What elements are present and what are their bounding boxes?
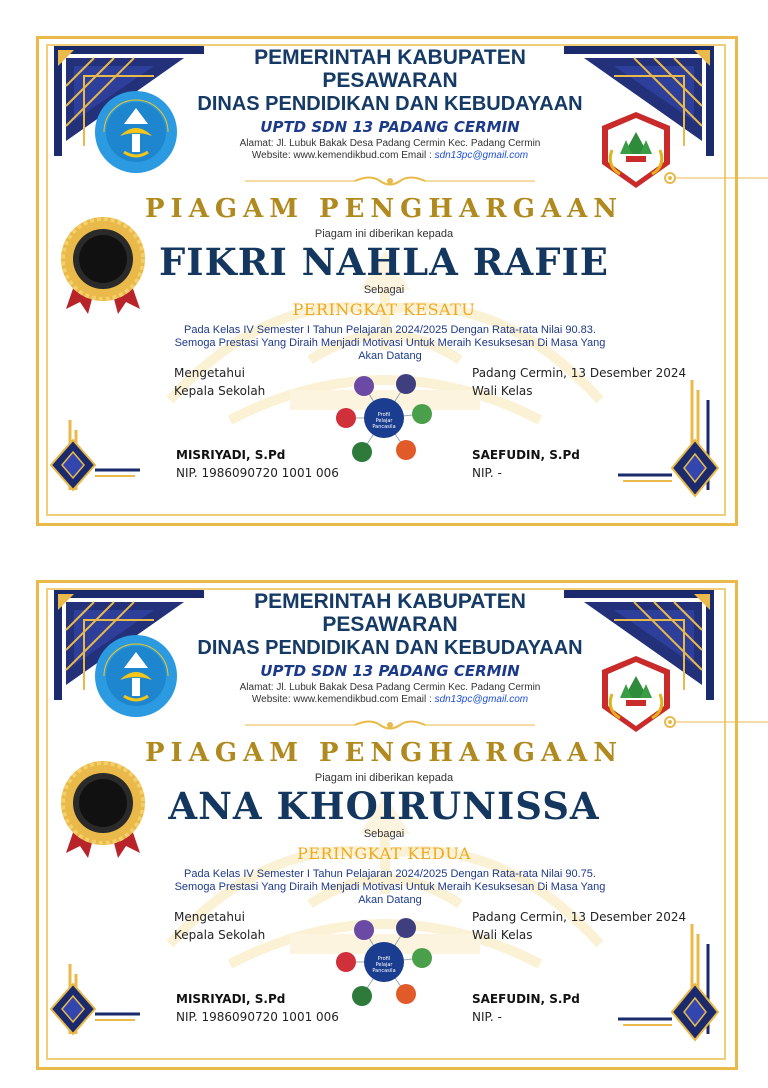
- ornamental-divider-icon: [245, 174, 535, 188]
- left-signature-block: [174, 364, 265, 400]
- place-date: Padang Cermin, 13 Desember 2024: [472, 910, 687, 924]
- diamond-ornament-right-icon: [618, 924, 728, 1064]
- certificate-2: [0, 564, 768, 1088]
- letterhead: [180, 590, 600, 706]
- regency-line: PESAWARAN: [322, 69, 458, 92]
- department-line: DINAS PENDIDIKAN DAN KEBUDAYAAN: [197, 93, 583, 115]
- profil-pelajar-pancasila-graphic-icon: [334, 372, 434, 464]
- recipient-name: FIKRI NAHLA RAFIE: [159, 240, 609, 284]
- description-line-1: Pada Kelas IV Semester I Tahun Pelajaran 2024/2025 Dengan Rata-rata Nilai 90.75.: [184, 868, 596, 880]
- pointer-dot-icon: [662, 170, 768, 186]
- teacher-name: SAEFUDIN, S.Pd: [472, 448, 580, 462]
- email-link[interactable]: sdn13pc@gmail.com: [434, 694, 529, 705]
- right-signature-block: [472, 364, 686, 400]
- svg-text:Pelajar: Pelajar: [375, 418, 393, 424]
- tut-wuri-handayani-logo-icon: [94, 90, 178, 174]
- svg-text:Pelajar: Pelajar: [375, 962, 393, 968]
- certificate-title: PIAGAM PENGHARGAAN: [144, 194, 624, 224]
- email-link[interactable]: sdn13pc@gmail.com: [434, 150, 529, 161]
- homeroom-teacher-label: Wali Kelas: [472, 384, 533, 398]
- recipient-name: ANA KHOIRUNISSA: [168, 784, 600, 828]
- ornamental-divider-icon: [245, 718, 535, 732]
- principal-nip: NIP. 1986090720 1001 006: [176, 1010, 339, 1024]
- profil-pelajar-pancasila-graphic-icon: [334, 916, 434, 1008]
- graphic-label: Profil: [377, 412, 391, 418]
- description: [160, 868, 620, 907]
- principal-nip: NIP. 1986090720 1001 006: [176, 466, 339, 480]
- description-line-1: Pada Kelas IV Semester I Tahun Pelajaran 2024/2025 Dengan Rata-rata Nilai 90.83.: [184, 324, 596, 336]
- tut-wuri-handayani-logo-icon: [94, 634, 178, 718]
- department-line: DINAS PENDIDIKAN DAN KEBUDAYAAN: [197, 637, 583, 659]
- left-signature-block: [174, 908, 265, 944]
- as-label: Sebagai: [363, 828, 405, 840]
- government-line: PEMERINTAH KABUPATEN: [254, 46, 526, 69]
- teacher-name: SAEFUDIN, S.Pd: [472, 992, 580, 1006]
- regency-line: PESAWARAN: [322, 613, 458, 636]
- given-to-label: Piagam ini diberikan kepada: [314, 228, 454, 240]
- description: [160, 324, 620, 363]
- description-line-3: Akan Datang: [358, 894, 422, 906]
- right-signature-block: [472, 908, 686, 944]
- rank-label: PERINGKAT KESATU: [292, 300, 476, 319]
- diamond-ornament-left-icon: [40, 420, 150, 520]
- place-date: Padang Cermin, 13 Desember 2024: [472, 366, 687, 380]
- website-line: Website: www.kemendikbud.com Email : sdn13pc@gmail.com: [251, 694, 529, 705]
- description-line-3: Akan Datang: [358, 350, 422, 362]
- school-line: UPTD SDN 13 PADANG CERMIN: [260, 118, 520, 136]
- rank-label: PERINGKAT KEDUA: [297, 844, 471, 863]
- graphic-label: Profil: [377, 956, 391, 962]
- certificate-1: [0, 20, 768, 544]
- website-line: Website: www.kemendikbud.com Email : sdn13pc@gmail.com: [251, 150, 529, 161]
- letterhead: [180, 46, 600, 162]
- certificate-title: PIAGAM PENGHARGAAN: [144, 738, 624, 768]
- teacher-nip: NIP. -: [472, 1010, 502, 1024]
- acknowledged-label: Mengetahui: [174, 910, 245, 924]
- homeroom-teacher-label: Wali Kelas: [472, 928, 533, 942]
- diamond-ornament-left-icon: [40, 964, 150, 1064]
- given-to-label: Piagam ini diberikan kepada: [314, 772, 454, 784]
- description-line-2: Semoga Prestasi Yang Diraih Menjadi Motivasi Untuk Meraih Kesuksesan Di Masa Yang: [174, 881, 606, 893]
- principal-label: Kepala Sekolah: [174, 928, 266, 942]
- address-line: Alamat: Jl. Lubuk Bakak Desa Padang Cermin Kec. Padang Cermin: [239, 682, 541, 693]
- svg-text:Pancasila: Pancasila: [372, 968, 396, 974]
- government-line: PEMERINTAH KABUPATEN: [254, 590, 526, 613]
- teacher-nip: NIP. -: [472, 466, 502, 480]
- pointer-dot-icon: [662, 714, 768, 730]
- principal-name: MISRIYADI, S.Pd: [176, 992, 286, 1006]
- school-line: UPTD SDN 13 PADANG CERMIN: [260, 662, 520, 680]
- address-line: Alamat: Jl. Lubuk Bakak Desa Padang Cermin Kec. Padang Cermin: [239, 138, 541, 149]
- as-label: Sebagai: [363, 284, 405, 296]
- acknowledged-label: Mengetahui: [174, 366, 245, 380]
- diamond-ornament-right-icon: [618, 380, 728, 520]
- svg-text:Pancasila: Pancasila: [372, 424, 396, 430]
- principal-label: Kepala Sekolah: [174, 384, 266, 398]
- description-line-2: Semoga Prestasi Yang Diraih Menjadi Motivasi Untuk Meraih Kesuksesan Di Masa Yang: [174, 337, 606, 349]
- principal-name: MISRIYADI, S.Pd: [176, 448, 286, 462]
